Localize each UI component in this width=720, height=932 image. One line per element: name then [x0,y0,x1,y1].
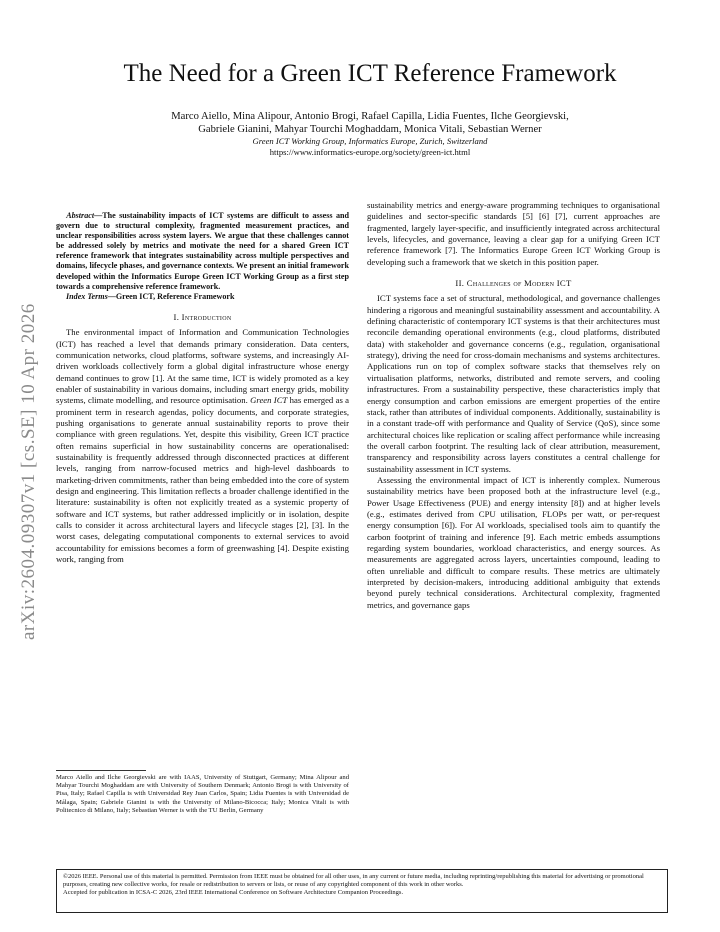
index-terms [56,292,349,302]
author-block [60,110,680,158]
intro-text-a: The environmental impact of Information and Communication Technologies (ICT) has reached a level that demands primary consideration. Data centers, communication networks, cloud platforms, software systems, and increasingly AI-driven workloads collectively form a global digital infrastructure whose energy demand continues to grow [1]. At the same time, ICT is widely promoted as a key enabler of sustainability in various domains, including smart energy grids, mobility systems, climate modelling, and resource optimisation. [56,327,349,406]
section-title: Introduction [181,311,232,322]
intro-text-b: has emerged as a prominent term in research agendas, policy documents, and corporate strategies, pushing organisations to generate annual sustainability reports to prove their compliance with green regulations. Yet, despite this visibility, Green ICT practice often remains superficial in how sustainability concerns are operationalised: sustainability is frequently addressed through disconnected practices at different levels, ranging from narrow-focused metrics and high-level dashboards to marketing-driven commitments, rather than being embedded into the core of system design and engineering. This limitation reflects a broader challenge identified in the literature: sustainability is often not explicitly treated as a systemic property of software and ICT systems, but rather addressed implicitly or in isolation, despite calls to consider it across architectural layers and lifecycle stages [2], [3]. In the worst cases, delegating computational components to external services to avoid accountability for emissions becomes a form of greenwashing [4]. Despite existing work, ranging from [56,395,349,565]
section-heading-introduction [56,312,349,323]
acceptance-note: Accepted for publication in ICSA-C 2026, 23rd IEEE International Conference on Software Architecture Companion Proceedings. [63,889,404,897]
index-terms-heading: Index Terms [66,291,108,301]
abstract-heading: Abstract [66,211,95,220]
left-column [56,211,349,565]
abstract [56,211,349,292]
section-title: Challenges of Modern ICT [466,278,572,289]
paper-title: The Need for a Green ICT Reference Framework [123,60,617,87]
author-footnote: Marco Aiello and Ilche Georgievski are with IAAS, University of Stuttgart, Germany; Mina Alipour and Mahyar Tourchi Moghaddam are with University of Southern Denmark; Antonio Brogi is with University of Pisa, Italy; Rafael Capilla is with Universidad Rey Juan Carlos, Spain; Lidia Fuentes is with Universidad de Málaga, Spain; Gabriele Gianini is with the University of Milano-Bicocca; Italy; Monica Vitali is with Politecnico di Milano, Italy; Sebastian Werner is with the TU Berlin, Germany [56,774,349,814]
section-number: II. [455,278,465,289]
abstract-text: —The sustainability impacts of ICT systems are difficult to assess and govern due to structural complexity, fragmented measurement practices, and unclear responsibilities across system layers. We argue that these challenges cannot be addressed solely by metrics and motivate the need for a shared Green ICT reference framework that integrates sustainability across multiple perspectives and domains, lifecycle phases, and governance contexts. We present an initial framework developed within the Informatics Europe Green ICT Working Group as a first step towards a comprehensive reference framework. [56,211,350,291]
author-list-line-1: Marco Aiello, Mina Alipour, Antonio Brogi, Rafael Capilla, Lidia Fuentes, Ilche Georgievski, [171,111,569,122]
introduction-paragraph-continued: sustainability metrics and energy-aware programming techniques to organisational guidelines and sector-specific standards [5] [6] [7], current approaches are fragmented, largely layer-specific, and insufficiently integrated across architectural levels, lifecycles, and governance, leaving a clear gap for a unifying Green ICT reference framework [7]. The Informatics Europe Green ICT Working Group is developing such a framework that we sketch in this position paper. [367,200,660,267]
challenges-paragraph-2: Assessing the environmental impact of ICT is inherently complex. Numerous sustainability metrics have been proposed both at the infrastructure level (e.g., Power Usage Effectiveness (PUE) and energy intensity [8]) and at higher levels (e.g., estimates derived from CPU utilisation, FLOPs per watt, or per-request energy consumption [6]). For AI workloads, specialised tools aim to quantify the carbon footprint of training and inference [9]. Each metric embeds assumptions regarding system boundaries, workload characteristics, and energy sources. As measurements are aggregated across layers, uncertainties compound, leading to often unreliable and difficult to compare results. These metrics are ultimately interpreted by decision-makers, introducing additional ambiguity that extends beyond purely technical considerations. Architectural complexity, fragmented metrics, and governance gaps [367,474,660,610]
section-heading-challenges [367,278,660,289]
introduction-paragraph [56,327,349,565]
author-list-line-2: Gabriele Gianini, Mahyar Tourchi Moghaddam, Monica Vitali, Sebastian Werner [198,124,542,135]
intro-emphasis: Green ICT [250,395,288,406]
working-group-url[interactable]: https://www.informatics-europe.org/society/green-ict.html [269,147,471,157]
section-number: I. [173,311,180,322]
challenges-paragraph-1: ICT systems face a set of structural, methodological, and governance challenges hindering a rigorous and meaningful sustainability assessment and accountability. A defining characteristic of contemporary ICT systems is that their architectures must reconcile demanding operational environments (e.g., cloud platforms, distributed data) with stakeholder and governance concerns (e.g., regulation, organisational strategy), driving the need for cross-domain mechanisms and systems architectures. Applications run on top of complex software stacks that themselves rely on virtualisation platforms, networks, distributed and remote servers, and cooling infrastructures. From a sustainability perspective, these characteristics imply that energy consumption and carbon emissions are emergent properties of the entire stack, rather than attributes of individual components. Additionally, sustainability is in a constant trade-off with performance and Quality of Service (QoS), since some architectural choices like replication or scaling affect performance while increasing the overall carbon footprint. The resulting lack of clear attribution, measurement, transparency and responsibility across layers constitutes a central challenge for sustainability assessment in ICT systems. [367,293,660,474]
footnote-rule [56,770,146,771]
arxiv-identifier: arXiv:2604.09307v1 [cs.SE] 10 Apr 2026 [18,303,39,640]
affiliation: Green ICT Working Group, Informatics Europe, Zurich, Switzerland [252,136,488,146]
right-column [367,200,660,611]
index-terms-text: —Green ICT, Reference Framework [107,291,235,301]
copyright-notice [56,869,668,913]
copyright-text: ©2026 IEEE. Personal use of this material is permitted. Permission from IEEE must be obtained for all other uses, in any current or future media, including reprinting/republishing this material for advertising or promotional purposes, creating new collective works, for resale or redistribution to servers or lists, or reuse of any copyrighted component of this work in other works. [63,873,644,889]
